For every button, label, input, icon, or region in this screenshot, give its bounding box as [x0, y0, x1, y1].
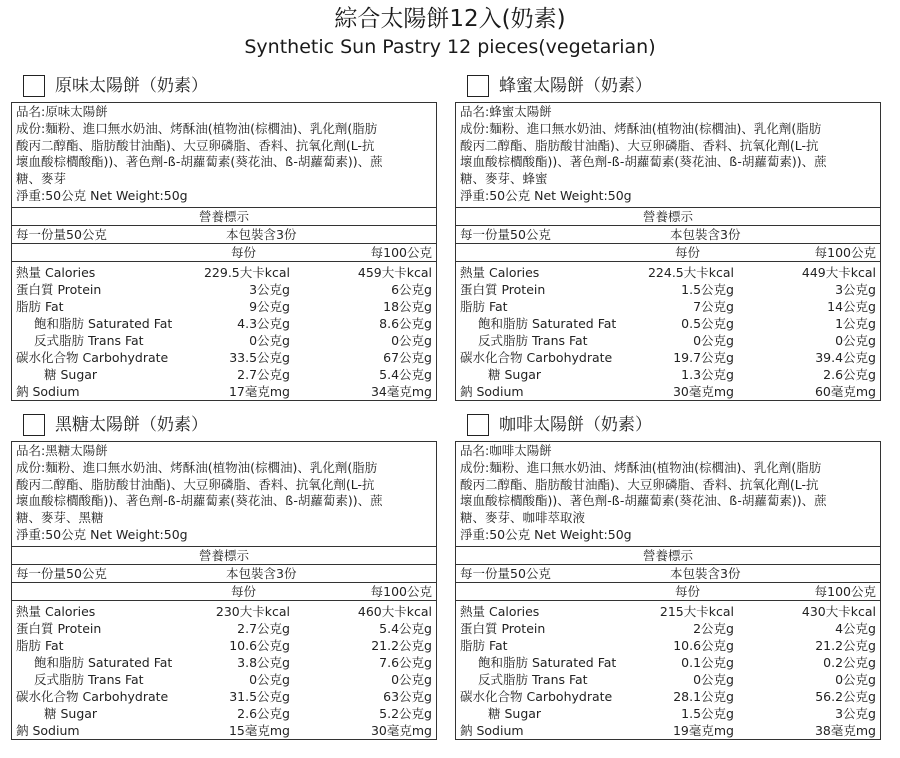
- select-checkbox[interactable]: [23, 75, 45, 97]
- value-per-serving: 9公克g: [249, 298, 290, 314]
- nutrition-row: [456, 671, 880, 688]
- page-subtitle: Synthetic Sun Pastry 12 pieces(vegetarian): [244, 36, 656, 58]
- nutrition-title: 營養標示: [12, 547, 436, 565]
- nutrition-rows: [12, 262, 436, 400]
- column-header-row: [12, 244, 436, 262]
- nutrient-label: 飽和脂肪 Saturated Fat: [478, 654, 617, 670]
- info-line: 淨重:50公克 Net Weight:50g: [460, 187, 632, 203]
- info-line: 淨重:50公克 Net Weight:50g: [16, 187, 188, 203]
- nutrition-row: [12, 366, 436, 383]
- value-per-100g: 7.6公克g: [379, 654, 432, 670]
- panel-header: [467, 413, 881, 437]
- value-per-serving: 229.5大卡kcal: [203, 264, 290, 280]
- value-per-serving: 31.5公克g: [229, 688, 290, 704]
- nutrient-label: 反式脂肪 Trans Fat: [34, 671, 144, 687]
- value-per-serving: 28.1公克g: [673, 688, 734, 704]
- nutrient-label: 反式脂肪 Trans Fat: [478, 332, 588, 348]
- nutrition-row: [456, 383, 880, 400]
- serving-row: [12, 565, 436, 583]
- info-line: 成份:麵粉、進口無水奶油、烤酥油(植物油(棕櫚油)、乳化劑(脂肪: [16, 459, 378, 475]
- info-line: 成份:麵粉、進口無水奶油、烤酥油(植物油(棕櫚油)、乳化劑(脂肪: [460, 120, 822, 136]
- panel-header: [23, 74, 437, 98]
- serving-size: 每一份量50公克: [460, 226, 551, 242]
- nutrient-label: 熱量 Calories: [16, 264, 96, 280]
- value-per-100g: 30毫克mg: [370, 722, 432, 738]
- value-per-100g: 460大卡kcal: [357, 603, 432, 619]
- nutrient-label: 熱量 Calories: [16, 603, 96, 619]
- nutrient-label: 鈉 Sodium: [16, 383, 80, 399]
- nutrition-row: [12, 654, 436, 671]
- col-per-100g: 每100公克: [814, 244, 876, 260]
- value-per-serving: 215大卡kcal: [659, 603, 734, 619]
- value-per-serving: 15毫克mg: [228, 722, 290, 738]
- nutrition-row: [12, 705, 436, 722]
- nutrition-row: [456, 298, 880, 315]
- nutrition-row: [12, 620, 436, 637]
- nutrition-row: [456, 332, 880, 349]
- value-per-100g: 6公克g: [391, 281, 432, 297]
- nutrition-row: [456, 722, 880, 739]
- value-per-100g: 56.2公克g: [815, 688, 876, 704]
- value-per-100g: 0公克g: [391, 671, 432, 687]
- nutrient-label: 蛋白質 Protein: [16, 620, 102, 636]
- info-line: 成份:麵粉、進口無水奶油、烤酥油(植物油(棕櫚油)、乳化劑(脂肪: [460, 459, 822, 475]
- nutrient-label: 蛋白質 Protein: [16, 281, 102, 297]
- nutrient-label: 鈉 Sodium: [16, 722, 80, 738]
- serving-size: 每一份量50公克: [16, 226, 107, 242]
- nutrition-row: [12, 332, 436, 349]
- value-per-100g: 67公克g: [383, 349, 432, 365]
- value-per-serving: 0公克g: [249, 332, 290, 348]
- value-per-serving: 1.5公克g: [681, 281, 734, 297]
- info-line: 品名:蜂蜜太陽餅: [460, 104, 552, 119]
- col-per-serving: 每份: [674, 583, 700, 599]
- info-line: 糖、麥芽、咖啡萃取液: [460, 510, 586, 526]
- product-panel-honey: [455, 74, 881, 399]
- nutrition-row: [12, 722, 436, 739]
- value-per-serving: 19毫克mg: [672, 722, 734, 738]
- nutrient-label: 飽和脂肪 Saturated Fat: [34, 315, 173, 331]
- col-per-serving: 每份: [230, 583, 256, 599]
- value-per-100g: 449大卡kcal: [801, 264, 876, 280]
- nutrient-label: 鈉 Sodium: [460, 722, 524, 738]
- nutrient-label: 熱量 Calories: [460, 603, 540, 619]
- column-header-row: [12, 583, 436, 601]
- panel-title: 黑糖太陽餅（奶素）: [55, 415, 208, 435]
- nutrition-title: 營養標示: [456, 208, 880, 226]
- nutrition-rows: [456, 262, 880, 400]
- value-per-serving: 7公克g: [693, 298, 734, 314]
- value-per-100g: 3公克g: [835, 281, 876, 297]
- panel-header: [467, 74, 881, 98]
- nutrient-label: 脂肪 Fat: [16, 298, 64, 314]
- value-per-100g: 5.4公克g: [379, 366, 432, 382]
- value-per-serving: 1.3公克g: [681, 366, 734, 382]
- value-per-100g: 14公克g: [827, 298, 876, 314]
- value-per-100g: 430大卡kcal: [801, 603, 876, 619]
- col-per-serving: 每份: [674, 244, 700, 260]
- value-per-100g: 60毫克mg: [814, 383, 876, 399]
- nutrient-label: 熱量 Calories: [460, 264, 540, 280]
- info-line: 糖、麥芽、黑糖: [16, 510, 104, 526]
- value-per-100g: 21.2公克g: [815, 637, 876, 653]
- value-per-100g: 0.2公克g: [823, 654, 876, 670]
- value-per-serving: 3.8公克g: [237, 654, 290, 670]
- value-per-100g: 63公克g: [383, 688, 432, 704]
- nutrition-row: [456, 281, 880, 298]
- product-label-box: [455, 441, 881, 740]
- product-label-box: [11, 441, 437, 740]
- nutrition-row: [12, 671, 436, 688]
- serving-size: 每一份量50公克: [16, 565, 107, 581]
- serving-row: [456, 565, 880, 583]
- product-info: [12, 442, 436, 547]
- value-per-100g: 5.2公克g: [379, 705, 432, 721]
- info-line: 酸丙二醇酯、脂肪酸甘油酯)、大豆卵磷脂、香料、抗氧化劑(L-抗: [16, 137, 375, 153]
- info-line: 酸丙二醇酯、脂肪酸甘油酯)、大豆卵磷脂、香料、抗氧化劑(L-抗: [460, 476, 819, 492]
- value-per-100g: 39.4公克g: [815, 349, 876, 365]
- value-per-100g: 2.6公克g: [823, 366, 876, 382]
- value-per-100g: 4公克g: [835, 620, 876, 636]
- info-line: 成份:麵粉、進口無水奶油、烤酥油(植物油(棕櫚油)、乳化劑(脂肪: [16, 120, 378, 136]
- value-per-100g: 459大卡kcal: [357, 264, 432, 280]
- info-line: 酸丙二醇酯、脂肪酸甘油酯)、大豆卵磷脂、香料、抗氧化劑(L-抗: [460, 137, 819, 153]
- col-per-serving: 每份: [230, 244, 256, 260]
- nutrition-row: [456, 315, 880, 332]
- nutrition-row: [456, 705, 880, 722]
- value-per-serving: 0.5公克g: [681, 315, 734, 331]
- nutrition-row: [12, 688, 436, 705]
- col-per-100g: 每100公克: [370, 583, 432, 599]
- value-per-serving: 230大卡kcal: [215, 603, 290, 619]
- value-per-serving: 3公克g: [249, 281, 290, 297]
- product-info: [456, 103, 880, 208]
- serving-size: 每一份量50公克: [460, 565, 551, 581]
- nutrient-label: 糖 Sugar: [488, 705, 542, 721]
- value-per-serving: 17毫克mg: [228, 383, 290, 399]
- panel-title: 原味太陽餅（奶素）: [55, 76, 208, 96]
- nutrition-row: [12, 298, 436, 315]
- value-per-100g: 38毫克mg: [814, 722, 876, 738]
- nutrition-row: [456, 603, 880, 620]
- nutrient-label: 飽和脂肪 Saturated Fat: [478, 315, 617, 331]
- nutrition-row: [12, 315, 436, 332]
- value-per-100g: 1公克g: [835, 315, 876, 331]
- nutrition-rows: [12, 601, 436, 739]
- value-per-serving: 2公克g: [693, 620, 734, 636]
- nutrition-row: [456, 637, 880, 654]
- value-per-100g: 21.2公克g: [371, 637, 432, 653]
- nutrient-label: 鈉 Sodium: [460, 383, 524, 399]
- nutrient-label: 脂肪 Fat: [16, 637, 64, 653]
- nutrition-row: [12, 349, 436, 366]
- info-line: 壞血酸棕櫚酸酯))、著色劑-ß-胡蘿蔔素(葵花油、ß-胡蘿蔔素))、蔗: [460, 493, 827, 509]
- product-info: [456, 442, 880, 547]
- product-label-box: [11, 102, 437, 401]
- serving-row: [12, 226, 436, 244]
- value-per-serving: 0公克g: [693, 332, 734, 348]
- select-checkbox[interactable]: [23, 414, 45, 436]
- nutrition-row: [456, 349, 880, 366]
- nutrient-label: 反式脂肪 Trans Fat: [34, 332, 144, 348]
- nutrient-label: 飽和脂肪 Saturated Fat: [34, 654, 173, 670]
- panel-title: 蜂蜜太陽餅（奶素）: [499, 76, 652, 96]
- select-checkbox[interactable]: [467, 414, 489, 436]
- value-per-serving: 4.3公克g: [237, 315, 290, 331]
- product-info: [12, 103, 436, 208]
- info-line: 壞血酸棕櫚酸酯))、著色劑-ß-胡蘿蔔素(葵花油、ß-胡蘿蔔素))、蔗: [16, 154, 383, 170]
- value-per-serving: 2.6公克g: [237, 705, 290, 721]
- value-per-serving: 10.6公克g: [229, 637, 290, 653]
- info-line: 糖、麥芽、蜂蜜: [460, 171, 548, 187]
- info-line: 糖、麥芽: [16, 171, 67, 187]
- nutrition-row: [12, 264, 436, 281]
- info-line: 淨重:50公克 Net Weight:50g: [16, 526, 188, 542]
- info-line: 淨重:50公克 Net Weight:50g: [460, 526, 632, 542]
- nutrition-row: [456, 688, 880, 705]
- nutrition-row: [456, 654, 880, 671]
- nutrition-row: [12, 603, 436, 620]
- nutrient-label: 碳水化合物 Carbohydrate: [460, 349, 613, 365]
- info-line: 品名:咖啡太陽餅: [460, 443, 552, 458]
- value-per-serving: 0公克g: [693, 671, 734, 687]
- value-per-100g: 34毫克mg: [370, 383, 432, 399]
- info-line: 壞血酸棕櫚酸酯))、著色劑-ß-胡蘿蔔素(葵花油、ß-胡蘿蔔素))、蔗: [16, 493, 383, 509]
- nutrient-label: 糖 Sugar: [44, 366, 98, 382]
- nutrient-label: 脂肪 Fat: [460, 637, 508, 653]
- nutrition-row: [456, 366, 880, 383]
- value-per-serving: 224.5大卡kcal: [647, 264, 734, 280]
- value-per-serving: 0公克g: [249, 671, 290, 687]
- value-per-100g: 8.6公克g: [379, 315, 432, 331]
- nutrition-rows: [456, 601, 880, 739]
- nutrition-row: [12, 383, 436, 400]
- value-per-serving: 2.7公克g: [237, 620, 290, 636]
- info-line: 壞血酸棕櫚酸酯))、著色劑-ß-胡蘿蔔素(葵花油、ß-胡蘿蔔素))、蔗: [460, 154, 827, 170]
- nutrition-row: [456, 264, 880, 281]
- value-per-100g: 0公克g: [835, 332, 876, 348]
- servings-per-pack: 本包裝含3份: [670, 565, 741, 581]
- nutrient-label: 糖 Sugar: [44, 705, 98, 721]
- info-line: 酸丙二醇酯、脂肪酸甘油酯)、大豆卵磷脂、香料、抗氧化劑(L-抗: [16, 476, 375, 492]
- nutrition-title: 營養標示: [456, 547, 880, 565]
- nutrition-row: [456, 620, 880, 637]
- value-per-serving: 10.6公克g: [673, 637, 734, 653]
- value-per-serving: 19.7公克g: [673, 349, 734, 365]
- servings-per-pack: 本包裝含3份: [226, 226, 297, 242]
- value-per-serving: 2.7公克g: [237, 366, 290, 382]
- nutrient-label: 蛋白質 Protein: [460, 281, 546, 297]
- product-panel-brown-sugar: [11, 413, 437, 738]
- value-per-serving: 1.5公克g: [681, 705, 734, 721]
- value-per-100g: 0公克g: [835, 671, 876, 687]
- nutrition-row: [12, 281, 436, 298]
- nutrient-label: 反式脂肪 Trans Fat: [478, 671, 588, 687]
- value-per-100g: 3公克g: [835, 705, 876, 721]
- nutrient-label: 脂肪 Fat: [460, 298, 508, 314]
- value-per-serving: 0.1公克g: [681, 654, 734, 670]
- value-per-100g: 5.4公克g: [379, 620, 432, 636]
- nutrition-title: 營養標示: [12, 208, 436, 226]
- value-per-serving: 30毫克mg: [672, 383, 734, 399]
- servings-per-pack: 本包裝含3份: [670, 226, 741, 242]
- info-line: 品名:黑糖太陽餅: [16, 443, 108, 458]
- nutrient-label: 糖 Sugar: [488, 366, 542, 382]
- select-checkbox[interactable]: [467, 75, 489, 97]
- value-per-100g: 0公克g: [391, 332, 432, 348]
- nutrient-label: 碳水化合物 Carbohydrate: [16, 688, 169, 704]
- product-label-box: [455, 102, 881, 401]
- panel-title: 咖啡太陽餅（奶素）: [499, 415, 652, 435]
- column-header-row: [456, 583, 880, 601]
- nutrient-label: 蛋白質 Protein: [460, 620, 546, 636]
- info-line: 品名:原味太陽餅: [16, 104, 108, 119]
- value-per-100g: 18公克g: [383, 298, 432, 314]
- col-per-100g: 每100公克: [370, 244, 432, 260]
- product-panel-original: [11, 74, 437, 399]
- column-header-row: [456, 244, 880, 262]
- value-per-serving: 33.5公克g: [229, 349, 290, 365]
- servings-per-pack: 本包裝含3份: [226, 565, 297, 581]
- nutrient-label: 碳水化合物 Carbohydrate: [16, 349, 169, 365]
- serving-row: [456, 226, 880, 244]
- col-per-100g: 每100公克: [814, 583, 876, 599]
- page-title: 綜合太陽餅12入(奶素): [334, 6, 566, 32]
- nutrient-label: 碳水化合物 Carbohydrate: [460, 688, 613, 704]
- product-panel-coffee: [455, 413, 881, 738]
- panel-header: [23, 413, 437, 437]
- nutrition-row: [12, 637, 436, 654]
